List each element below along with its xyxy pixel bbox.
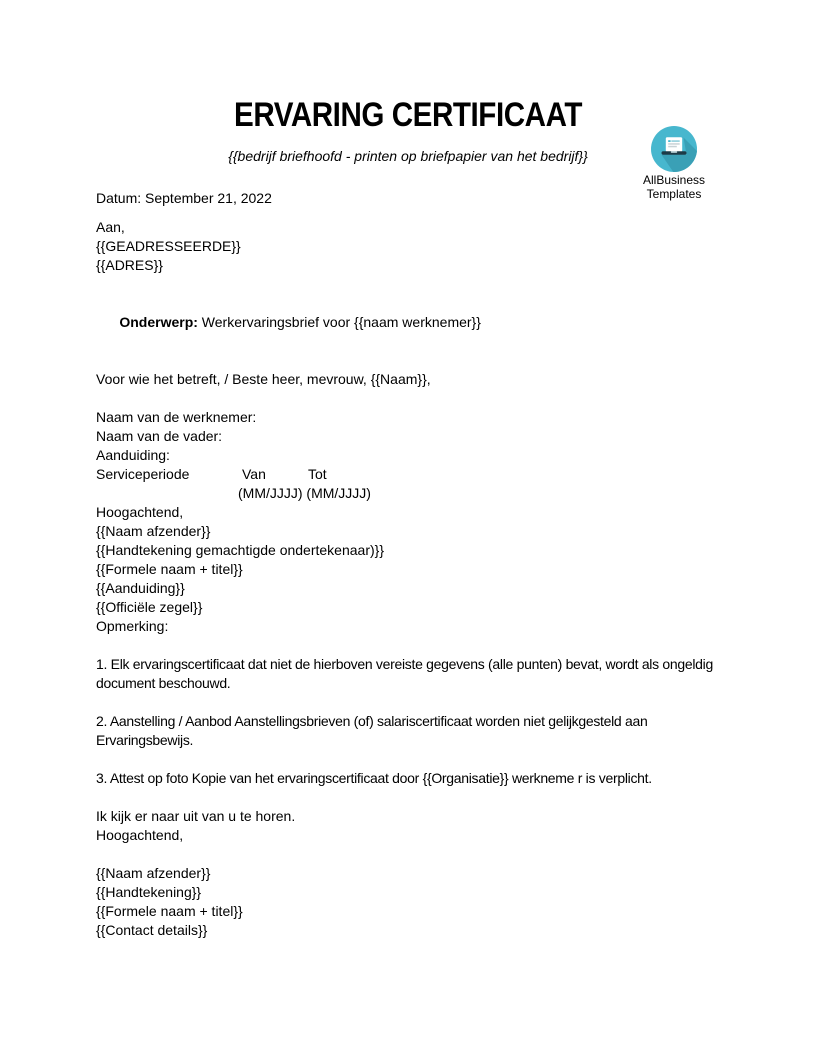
allbusiness-logo [637,125,711,201]
note-3: 3. Attest op foto Kopie van het ervaringscertificaat door {{Organisatie}} werkneme r is verplicht. [96,770,652,786]
sender-name-placeholder: {{Naam afzender}} [96,523,211,539]
signature-placeholder-2: {{Handtekening}} [96,884,202,900]
contact-details-placeholder: {{Contact details}} [96,922,208,938]
salutation-line: Aan, [96,219,125,235]
closing-line: Hoogachtend, [96,504,184,520]
look-forward-line: Ik kijk er naar uit van u te horen. [96,808,296,824]
service-period-row [96,465,720,484]
note-1: 1. Elk ervaringscertificaat dat niet de hierboven vereiste gegevens (alle punten) bevat, wordt als ongeldig document beschouwd. [96,656,713,691]
service-period-label: Serviceperiode [96,466,190,482]
signature-placeholder: {{Handtekening gemachtigde ondertekenaar)}} [96,542,384,558]
official-seal-placeholder: {{Officiële zegel}} [96,599,203,615]
date-format-text: (MM/JJJJ) (MM/JJJJ) [238,485,371,501]
note-2: 2. Aanstelling / Aanbod Aanstellingsbrieven (of) salariscertificaat worden niet gelijkgesteld aan Ervaringsbewijs. [96,713,648,748]
greeting-line: Voor wie het betreft, / Beste heer, mevrouw, {{Naam}}, [96,371,431,387]
logo-name-line2: Templates [646,187,702,201]
address-placeholder: {{ADRES}} [96,257,163,273]
addressee-placeholder: {{GEADRESSEERDE}} [96,238,241,254]
formal-name-placeholder: {{Formele naam + titel}} [96,561,243,577]
remark-label: Opmerking: [96,618,169,634]
letterhead-placeholder: {{bedrijf briefhoofd - printen op briefpapier van het bedrijf}} [228,148,588,164]
father-name-field: Naam van de vader: [96,428,223,444]
subject-label: Onderwerp: [119,314,198,330]
document-title: ERVARING CERTIFICAAT [234,96,582,134]
service-to-label: Tot [308,466,327,482]
date-line: Datum: September 21, 2022 [96,190,272,206]
closing-line-2: Hoogachtend, [96,827,184,843]
service-from-label: Van [242,466,266,482]
designation-field: Aanduiding: [96,447,170,463]
formal-name-placeholder-2: {{Formele naam + titel}} [96,903,243,919]
date-format-row [96,484,720,503]
subject-text: Werkervaringsbrief voor {{naam werknemer}} [197,314,481,330]
logo-name-line1: AllBusiness [642,173,706,187]
employee-name-field: Naam van de werknemer: [96,409,257,425]
sender-name-placeholder-2: {{Naam afzender}} [96,865,211,881]
subject-line [96,294,720,351]
designation-placeholder: {{Aanduiding}} [96,580,185,596]
